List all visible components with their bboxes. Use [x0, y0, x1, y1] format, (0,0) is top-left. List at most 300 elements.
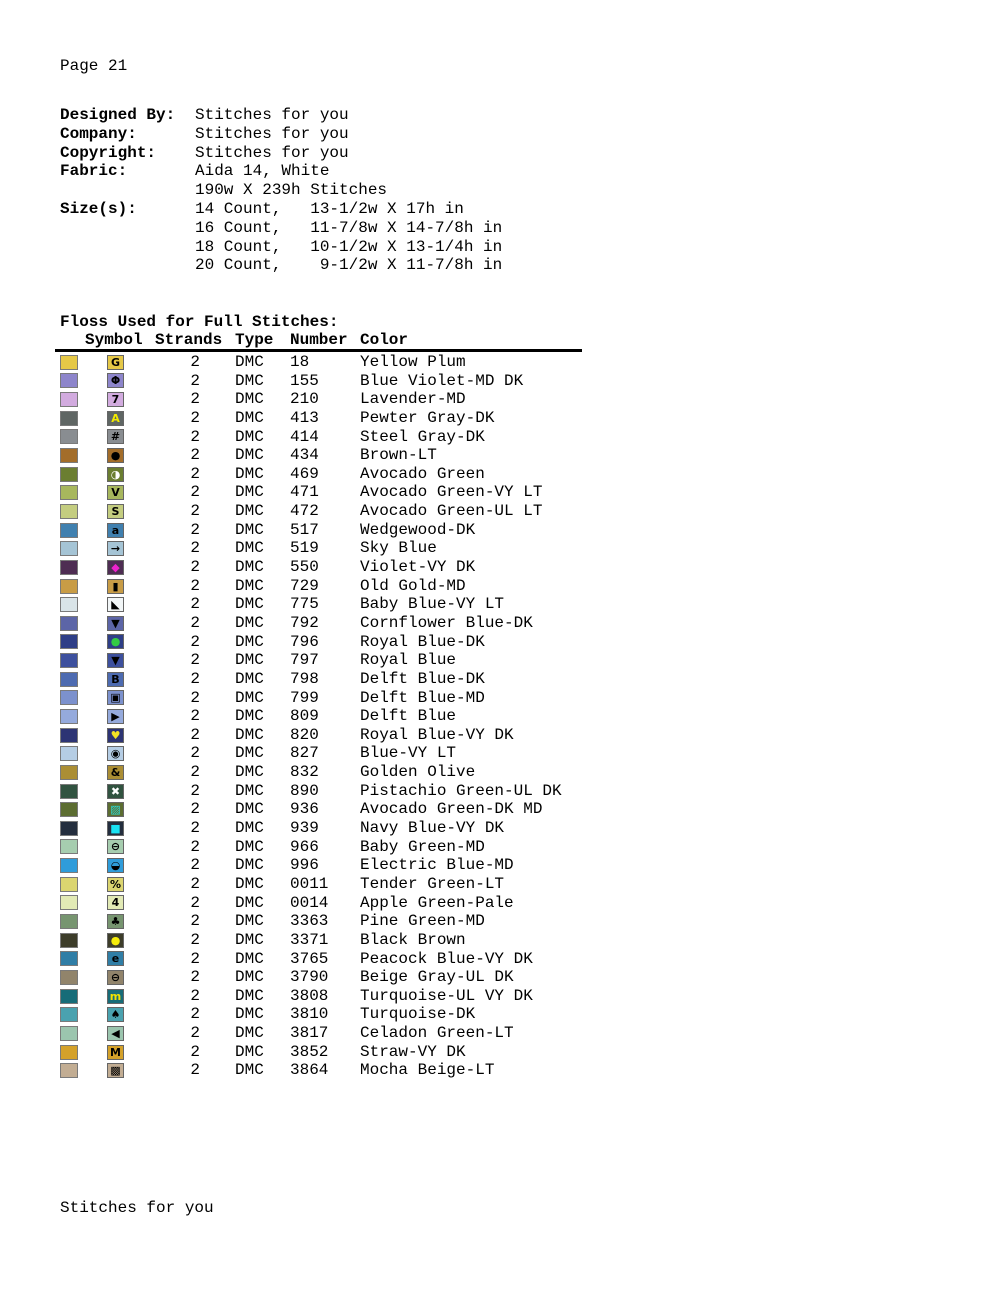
color-name-value: Old Gold-MD [360, 576, 466, 595]
symbol-cell [107, 595, 145, 614]
table-row [55, 894, 995, 913]
type-value: DMC [235, 558, 264, 577]
header-color: Color [360, 331, 409, 349]
table-row [55, 950, 995, 969]
color-swatch [60, 877, 78, 892]
swatch-cell [55, 595, 107, 614]
color-swatch [60, 746, 78, 761]
table-row [55, 539, 995, 558]
type-value: DMC [235, 725, 264, 744]
number-value: 550 [290, 558, 319, 577]
color-name-value: Delft Blue-MD [360, 688, 485, 707]
color-name-value: Delft Blue [360, 707, 457, 726]
strands-value: 2 [190, 856, 200, 875]
color-name-value: Electric Blue-MD [360, 856, 514, 875]
type-value: DMC [235, 632, 264, 651]
color-name-value: Delft Blue-DK [360, 669, 485, 688]
color-swatch [60, 765, 78, 780]
strands-value: 2 [190, 763, 200, 782]
swatch-cell [55, 353, 107, 372]
color-swatch [60, 504, 78, 519]
floss-table-title: Floss Used for Full Stitches: [60, 313, 339, 331]
info-row [60, 181, 502, 200]
swatch-cell [55, 558, 107, 577]
swatch-cell [55, 1061, 107, 1080]
info-value: Stitches for you [195, 106, 349, 124]
table-row [55, 651, 995, 670]
table-row [55, 614, 995, 633]
symbol-swatch: ▨ [107, 802, 124, 817]
type-value: DMC [235, 1005, 264, 1024]
symbol-cell [107, 689, 145, 708]
symbol-cell [107, 707, 145, 726]
symbol-cell [107, 465, 145, 484]
symbol-cell [107, 483, 145, 502]
type-value: DMC [235, 949, 264, 968]
symbol-swatch: S [107, 504, 124, 519]
number-value: 796 [290, 632, 319, 651]
color-swatch [60, 373, 78, 388]
number-value: 820 [290, 725, 319, 744]
symbol-swatch: 7 [107, 392, 124, 407]
type-value: DMC [235, 390, 264, 409]
swatch-cell [55, 670, 107, 689]
symbol-cell [107, 875, 145, 894]
header-number: Number [290, 331, 348, 349]
table-row [55, 707, 995, 726]
swatch-cell [55, 950, 107, 969]
swatch-cell [55, 372, 107, 391]
strands-value: 2 [190, 558, 200, 577]
table-row [55, 353, 995, 372]
symbol-cell [107, 614, 145, 633]
color-swatch [60, 485, 78, 500]
type-value: DMC [235, 1024, 264, 1043]
number-value: 18 [290, 353, 310, 371]
info-value: Stitches for you [195, 143, 349, 162]
color-swatch [60, 1045, 78, 1060]
type-value: DMC [235, 874, 264, 893]
type-value: DMC [235, 912, 264, 931]
number-value: 414 [290, 427, 319, 446]
symbol-cell [107, 446, 145, 465]
strands-value: 2 [190, 632, 200, 651]
info-value: Aida 14, White [195, 162, 330, 181]
strands-value: 2 [190, 613, 200, 632]
color-swatch [60, 933, 78, 948]
symbol-swatch: Φ [107, 373, 124, 388]
color-name-value: Lavender-MD [360, 390, 466, 409]
info-label [60, 219, 195, 238]
table-row [55, 577, 995, 596]
symbol-swatch: ● [107, 634, 124, 649]
strands-value: 2 [190, 651, 200, 670]
swatch-cell [55, 726, 107, 745]
strands-value: 2 [190, 464, 200, 483]
strands-value: 2 [190, 390, 200, 409]
info-row [60, 162, 502, 181]
table-row [55, 428, 995, 447]
color-swatch [60, 411, 78, 426]
table-row [55, 1005, 995, 1024]
strands-value: 2 [190, 725, 200, 744]
swatch-cell [55, 390, 107, 409]
info-row [60, 238, 502, 257]
color-swatch [60, 895, 78, 910]
color-name-value: Blue Violet-MD DK [360, 371, 524, 390]
table-row [55, 800, 995, 819]
strands-value: 2 [190, 781, 200, 800]
table-row [55, 390, 995, 409]
table-row [55, 633, 995, 652]
info-label: Designed By: [60, 106, 176, 124]
type-value: DMC [235, 595, 264, 614]
info-row [60, 219, 502, 238]
swatch-cell [55, 856, 107, 875]
swatch-cell [55, 987, 107, 1006]
color-name-value: Sky Blue [360, 539, 437, 558]
symbol-cell [107, 558, 145, 577]
color-name-value: Golden Olive [360, 763, 476, 782]
symbol-swatch: ▶ [107, 709, 124, 724]
number-value: 966 [290, 837, 319, 856]
symbol-swatch: → [107, 541, 124, 556]
color-swatch [60, 821, 78, 836]
color-swatch [60, 616, 78, 631]
symbol-cell [107, 726, 145, 745]
symbol-cell [107, 856, 145, 875]
table-row [55, 744, 995, 763]
info-label: Copyright: [60, 143, 157, 162]
table-row [55, 446, 995, 465]
symbol-swatch: % [107, 877, 124, 892]
strands-value: 2 [190, 427, 200, 446]
table-row [55, 595, 995, 614]
table-row [55, 483, 995, 502]
type-value: DMC [235, 483, 264, 502]
table-row [55, 670, 995, 689]
swatch-cell [55, 707, 107, 726]
strands-value: 2 [190, 669, 200, 688]
color-name-value: Steel Gray-DK [360, 427, 485, 446]
color-swatch [60, 690, 78, 705]
strands-value: 2 [190, 912, 200, 931]
color-swatch [60, 523, 78, 538]
color-name-value: Avocado Green [360, 464, 485, 483]
symbol-swatch: ● [107, 448, 124, 463]
color-swatch [60, 1063, 78, 1078]
number-value: 798 [290, 669, 319, 688]
type-value: DMC [235, 576, 264, 595]
symbol-swatch: ♠ [107, 1007, 124, 1022]
table-row [55, 1061, 995, 1080]
swatch-cell [55, 782, 107, 801]
symbol-swatch: ▩ [107, 1063, 124, 1078]
type-value: DMC [235, 539, 264, 558]
color-swatch [60, 709, 78, 724]
info-row [60, 200, 502, 219]
symbol-cell [107, 670, 145, 689]
type-value: DMC [235, 800, 264, 819]
swatch-cell [55, 446, 107, 465]
type-value: DMC [235, 371, 264, 390]
number-value: 797 [290, 651, 319, 670]
table-row [55, 782, 995, 801]
color-name-value: Pewter Gray-DK [360, 408, 495, 427]
symbol-cell [107, 782, 145, 801]
symbol-cell [107, 651, 145, 670]
swatch-cell [55, 875, 107, 894]
strands-value: 2 [190, 837, 200, 856]
table-row [55, 409, 995, 428]
type-value: DMC [235, 520, 264, 539]
swatch-cell [55, 539, 107, 558]
strands-value: 2 [190, 1042, 200, 1061]
color-name-value: Mocha Beige-LT [360, 1061, 495, 1080]
strands-value: 2 [190, 707, 200, 726]
info-label [60, 181, 195, 200]
number-value: 469 [290, 464, 319, 483]
number-value: 3790 [290, 968, 329, 987]
color-swatch [60, 1026, 78, 1041]
strands-value: 2 [190, 744, 200, 763]
table-row [55, 521, 995, 540]
number-value: 0011 [290, 874, 329, 893]
symbol-cell [107, 838, 145, 857]
symbol-cell [107, 894, 145, 913]
symbol-cell [107, 353, 145, 372]
symbol-swatch: ▣ [107, 690, 124, 705]
info-label: Fabric: [60, 162, 128, 181]
color-name-value: Wedgewood-DK [360, 520, 476, 539]
color-name-value: Navy Blue-VY DK [360, 819, 505, 838]
swatch-cell [55, 465, 107, 484]
type-value: DMC [235, 427, 264, 446]
strands-value: 2 [190, 371, 200, 390]
symbol-swatch: ◑ [107, 467, 124, 482]
number-value: 729 [290, 576, 319, 595]
color-swatch [60, 541, 78, 556]
strands-value: 2 [190, 800, 200, 819]
swatch-cell [55, 819, 107, 838]
color-swatch [60, 597, 78, 612]
type-value: DMC [235, 446, 264, 465]
info-row [60, 144, 502, 163]
symbol-cell [107, 763, 145, 782]
symbol-cell [107, 744, 145, 763]
swatch-cell [55, 483, 107, 502]
symbol-cell [107, 1061, 145, 1080]
type-value: DMC [235, 613, 264, 632]
color-name-value: Baby Blue-VY LT [360, 595, 505, 614]
swatch-cell [55, 838, 107, 857]
color-swatch [60, 634, 78, 649]
color-name-value: Royal Blue-VY DK [360, 725, 514, 744]
swatch-cell [55, 894, 107, 913]
symbol-swatch: ▼ [107, 616, 124, 631]
color-swatch [60, 392, 78, 407]
color-name-value: Royal Blue-DK [360, 632, 485, 651]
type-value: DMC [235, 781, 264, 800]
strands-value: 2 [190, 353, 200, 371]
symbol-swatch: ✖ [107, 784, 124, 799]
strands-value: 2 [190, 595, 200, 614]
swatch-cell [55, 1005, 107, 1024]
type-value: DMC [235, 930, 264, 949]
color-swatch [60, 784, 78, 799]
symbol-cell [107, 539, 145, 558]
type-value: DMC [235, 819, 264, 838]
symbol-cell [107, 950, 145, 969]
info-value: 18 Count, 10-1/2w X 13-1/4h in [195, 237, 503, 256]
symbol-cell [107, 577, 145, 596]
number-value: 155 [290, 371, 319, 390]
color-name-value: Turquoise-DK [360, 1005, 476, 1024]
symbol-cell [107, 1024, 145, 1043]
type-value: DMC [235, 893, 264, 912]
info-row [60, 106, 502, 125]
symbol-swatch: M [107, 1045, 124, 1060]
number-value: 3852 [290, 1042, 329, 1061]
number-value: 939 [290, 819, 319, 838]
strands-value: 2 [190, 930, 200, 949]
swatch-cell [55, 689, 107, 708]
color-swatch [60, 355, 78, 370]
symbol-swatch: 4 [107, 895, 124, 910]
header-symbol: Symbol [85, 331, 143, 349]
strands-value: 2 [190, 874, 200, 893]
strands-value: 2 [190, 1061, 200, 1080]
number-value: 890 [290, 781, 319, 800]
swatch-cell [55, 521, 107, 540]
table-header-rule [55, 349, 582, 352]
table-row [55, 763, 995, 782]
type-value: DMC [235, 502, 264, 521]
strands-value: 2 [190, 408, 200, 427]
info-row [60, 125, 502, 144]
symbol-cell [107, 1005, 145, 1024]
swatch-cell [55, 1024, 107, 1043]
color-name-value: Baby Green-MD [360, 837, 485, 856]
color-swatch [60, 579, 78, 594]
symbol-swatch: # [107, 429, 124, 444]
symbol-cell [107, 372, 145, 391]
symbol-swatch: ⊖ [107, 970, 124, 985]
strands-value: 2 [190, 968, 200, 987]
type-value: DMC [235, 353, 264, 371]
symbol-swatch: ♥ [107, 728, 124, 743]
number-value: 936 [290, 800, 319, 819]
type-value: DMC [235, 1042, 264, 1061]
number-value: 809 [290, 707, 319, 726]
symbol-swatch: B [107, 672, 124, 687]
symbol-swatch: ◀ [107, 1026, 124, 1041]
color-swatch [60, 448, 78, 463]
color-swatch [60, 672, 78, 687]
symbol-swatch: m [107, 989, 124, 1004]
color-name-value: Yellow Plum [360, 353, 466, 371]
color-swatch [60, 951, 78, 966]
symbol-swatch: ♣ [107, 914, 124, 929]
table-row [55, 968, 995, 987]
strands-value: 2 [190, 893, 200, 912]
info-row [60, 256, 502, 275]
symbol-swatch: ● [107, 933, 124, 948]
color-name-value: Peacock Blue-VY DK [360, 949, 533, 968]
symbol-swatch: & [107, 765, 124, 780]
symbol-swatch: ◣ [107, 597, 124, 612]
color-swatch [60, 914, 78, 929]
type-value: DMC [235, 408, 264, 427]
swatch-cell [55, 763, 107, 782]
strands-value: 2 [190, 949, 200, 968]
color-swatch [60, 560, 78, 575]
symbol-swatch: ⊖ [107, 839, 124, 854]
color-swatch [60, 429, 78, 444]
type-value: DMC [235, 651, 264, 670]
strands-value: 2 [190, 688, 200, 707]
color-swatch [60, 1007, 78, 1022]
swatch-cell [55, 428, 107, 447]
color-swatch [60, 839, 78, 854]
info-value: 14 Count, 13-1/2w X 17h in [195, 199, 464, 218]
color-name-value: Brown-LT [360, 446, 437, 465]
number-value: 434 [290, 446, 319, 465]
number-value: 0014 [290, 893, 329, 912]
table-row [55, 689, 995, 708]
table-row [55, 819, 995, 838]
table-row [55, 558, 995, 577]
color-name-value: Apple Green-Pale [360, 893, 514, 912]
color-name-value: Avocado Green-DK MD [360, 800, 543, 819]
table-row [55, 726, 995, 745]
color-name-value: Black Brown [360, 930, 466, 949]
color-name-value: Violet-VY DK [360, 558, 476, 577]
strands-value: 2 [190, 539, 200, 558]
info-value: Stitches for you [195, 124, 349, 143]
strands-value: 2 [190, 483, 200, 502]
number-value: 471 [290, 483, 319, 502]
color-name-value: Blue-VY LT [360, 744, 457, 763]
table-row [55, 465, 995, 484]
swatch-cell [55, 744, 107, 763]
swatch-cell [55, 502, 107, 521]
symbol-swatch: G [107, 355, 124, 370]
number-value: 3363 [290, 912, 329, 931]
color-name-value: Pistachio Green-UL DK [360, 781, 562, 800]
swatch-cell [55, 912, 107, 931]
header-strands: Strands [155, 331, 223, 349]
number-value: 413 [290, 408, 319, 427]
info-label: Size(s): [60, 199, 137, 218]
strands-value: 2 [190, 1005, 200, 1024]
strands-value: 2 [190, 1024, 200, 1043]
strands-value: 2 [190, 520, 200, 539]
type-value: DMC [235, 464, 264, 483]
symbol-cell [107, 502, 145, 521]
symbol-cell [107, 390, 145, 409]
symbol-swatch: ◒ [107, 858, 124, 873]
number-value: 3765 [290, 949, 329, 968]
table-row [55, 1024, 995, 1043]
number-value: 3808 [290, 986, 329, 1005]
color-swatch [60, 989, 78, 1004]
page-number: Page 21 [60, 57, 128, 75]
symbol-swatch: ▮ [107, 579, 124, 594]
number-value: 3817 [290, 1024, 329, 1043]
number-value: 210 [290, 390, 319, 409]
swatch-cell [55, 633, 107, 652]
